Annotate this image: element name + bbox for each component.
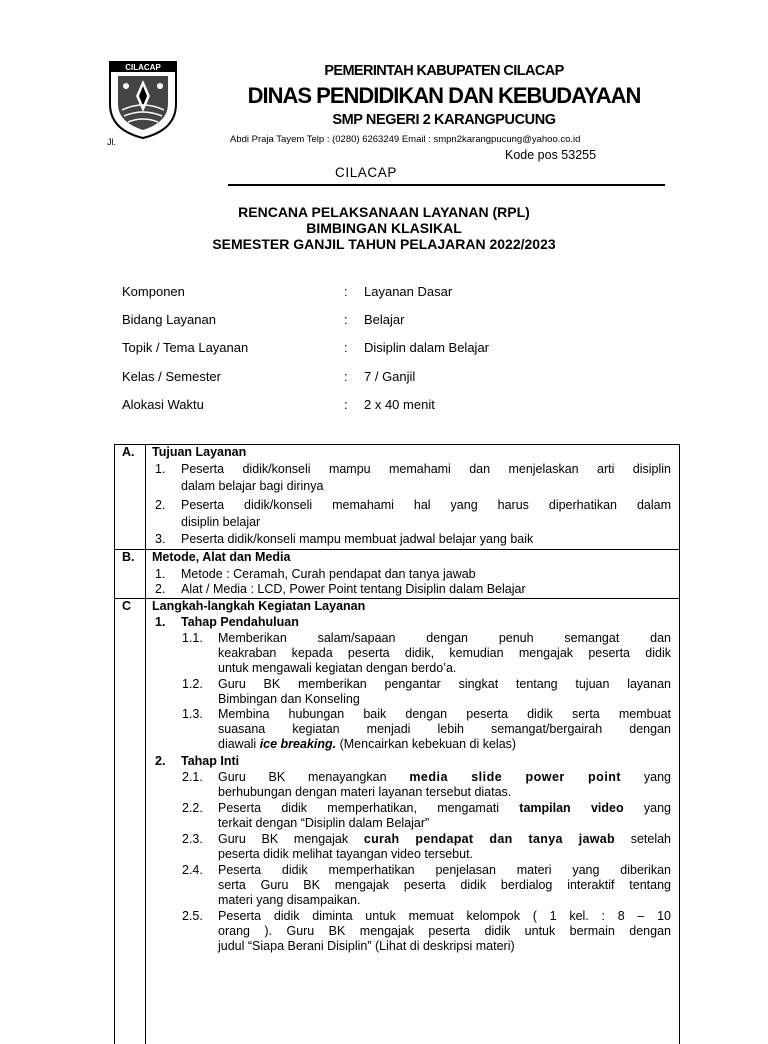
svg-text:CILACAP: CILACAP (125, 63, 161, 72)
item-number: 2. (155, 498, 166, 512)
step-text-part: (Mencairkan kebekuan di kelas) (336, 737, 517, 751)
step-text (218, 832, 671, 847)
info-value: Disiplin dalam Belajar (364, 340, 489, 355)
info-colon: : (344, 397, 348, 412)
step-text: Peserta didik diminta untuk memuat kelompok ( 1 kel. : 8 – 10 (218, 909, 671, 923)
table-column-divider (145, 445, 146, 1044)
step-text: Bimbingan dan Konseling (218, 692, 360, 706)
info-value: Layanan Dasar (364, 284, 453, 299)
section-title: Langkah-langkah Kegiatan Layanan (152, 599, 366, 613)
school-address: Abdi Praja Tayem Telp : (0280) 6263249 Email : smpn2karangpucung@yahoo.co.id (230, 134, 581, 145)
ice-breaking-emphasis: ice breaking. (259, 737, 337, 751)
item-number: 1. (155, 567, 166, 581)
info-value: 7 / Ganjil (364, 369, 416, 384)
info-label: Bidang Layanan (122, 312, 216, 327)
info-colon: : (344, 284, 348, 299)
step-text-part: setelah (614, 832, 672, 846)
step-number: 2.2. (182, 801, 203, 815)
step-text (218, 801, 671, 816)
step-text: peserta didik melihat tayangan video tersebut. (218, 847, 474, 861)
info-value: Belajar (364, 312, 405, 327)
department-name: DINAS PENDIDIKAN DAN KEBUDAYAAN (247, 83, 641, 108)
list-item: Peserta didik/konseli mampu memahami dan menjelaskan arti disiplin (181, 462, 671, 476)
section-title: Metode, Alat dan Media (152, 550, 291, 564)
step-emphasis: tampilan video (519, 801, 624, 815)
section-letter: A. (122, 445, 135, 459)
step-number: 1.1. (182, 631, 203, 645)
step-number: 2.3. (182, 832, 203, 846)
step-text-part: Peserta didik memperhatikan, mengamati (218, 801, 520, 815)
list-item: dalam belajar bagi dirinya (181, 479, 324, 493)
list-item: Peserta didik/konseli mampu membuat jadwal belajar yang baik (181, 532, 534, 546)
step-number: 1.3. (182, 707, 203, 721)
doc-title-line1: RENCANA PELAKSANAAN LAYANAN (RPL) (238, 204, 530, 220)
step-number: 2.5. (182, 909, 203, 923)
item-number: 3. (155, 532, 166, 546)
step-text-part: Guru BK menayangkan (218, 770, 410, 784)
stage-title: Tahap Inti (181, 754, 240, 768)
step-number: 1.2. (182, 677, 203, 691)
city-name: CILACAP (335, 165, 397, 180)
step-text: keakraban kepada peserta didik, kemudian mengajak peserta didik (218, 646, 671, 660)
info-value: 2 x 40 menit (364, 397, 435, 412)
postal-code: Kode pos 53255 (505, 148, 597, 162)
step-emphasis: media slide power point (409, 770, 622, 784)
step-text (218, 770, 671, 785)
step-text: berhubungan dengan materi layanan tersebut diatas. (218, 785, 512, 799)
activity-table (114, 444, 680, 1044)
step-text: serta Guru BK mengajak peserta didik berdialog interaktif tentang (218, 878, 671, 892)
stage-number: 2. (155, 754, 166, 768)
info-label: Kelas / Semester (122, 369, 221, 384)
step-number: 2.1. (182, 770, 203, 784)
letterhead-divider (228, 184, 665, 186)
step-text-part: diawali (218, 737, 260, 751)
step-text: terkait dengan “Disiplin dalam Belajar” (218, 816, 430, 830)
step-text-part: yang (621, 770, 671, 784)
step-text-part: yang (623, 801, 671, 815)
info-colon: : (344, 312, 348, 327)
step-text: suasana kegiatan menjadi lebih semangat/bergairah dengan (218, 722, 671, 736)
step-text: untuk mengawali kegiatan dengan berdo’a. (218, 661, 457, 675)
school-name: SMP NEGERI 2 KARANGPUCUNG (332, 112, 556, 128)
step-text-part: Guru BK mengajak (218, 832, 364, 846)
stage-title: Tahap Pendahuluan (181, 615, 299, 629)
info-label: Alokasi Waktu (122, 397, 204, 412)
list-item: Peserta didik/konseli memahami hal yang harus diperhatikan dalam (181, 498, 671, 512)
step-text: Memberikan salam/sapaan dengan penuh semangat dan (218, 631, 671, 645)
section-title: Tujuan Layanan (152, 445, 247, 459)
info-label: Komponen (122, 284, 185, 299)
street-prefix: Jl. (107, 137, 116, 147)
section-letter: B. (122, 550, 135, 564)
section-letter: C (122, 599, 132, 613)
step-text: orang ). Guru BK mengajak peserta didik untuk bermain dengan (218, 924, 671, 938)
step-text: Membina hubungan baik dengan peserta didik serta membuat (218, 707, 671, 721)
doc-title-line3: SEMESTER GANJIL TAHUN PELAJARAN 2022/2023 (212, 236, 556, 252)
info-colon: : (344, 369, 348, 384)
doc-title-line2: BIMBINGAN KLASIKAL (306, 220, 462, 236)
info-colon: : (344, 340, 348, 355)
step-number: 2.4. (182, 863, 203, 877)
list-item: Alat / Media : LCD, Power Point tentang Disiplin dalam Belajar (181, 582, 526, 596)
step-text: materi yang disampaikan. (218, 893, 361, 907)
stage-number: 1. (155, 615, 166, 629)
government-name: PEMERINTAH KABUPATEN CILACAP (324, 63, 564, 79)
step-text: judul “Siapa Berani Disiplin” (Lihat di deskripsi materi) (218, 939, 515, 953)
list-item: Metode : Ceramah, Curah pendapat dan tanya jawab (181, 567, 476, 581)
step-text: Guru BK memberikan pengantar singkat tentang tujuan layanan (218, 677, 671, 691)
step-emphasis: curah pendapat dan tanya jawab (363, 832, 615, 846)
item-number: 2. (155, 582, 166, 596)
item-number: 1. (155, 462, 166, 476)
info-label: Topik / Tema Layanan (122, 340, 249, 355)
list-item: disiplin belajar (181, 515, 261, 529)
step-text (218, 737, 516, 752)
step-text: Peserta didik memperhatikan penjelasan materi yang diberikan (218, 863, 671, 877)
